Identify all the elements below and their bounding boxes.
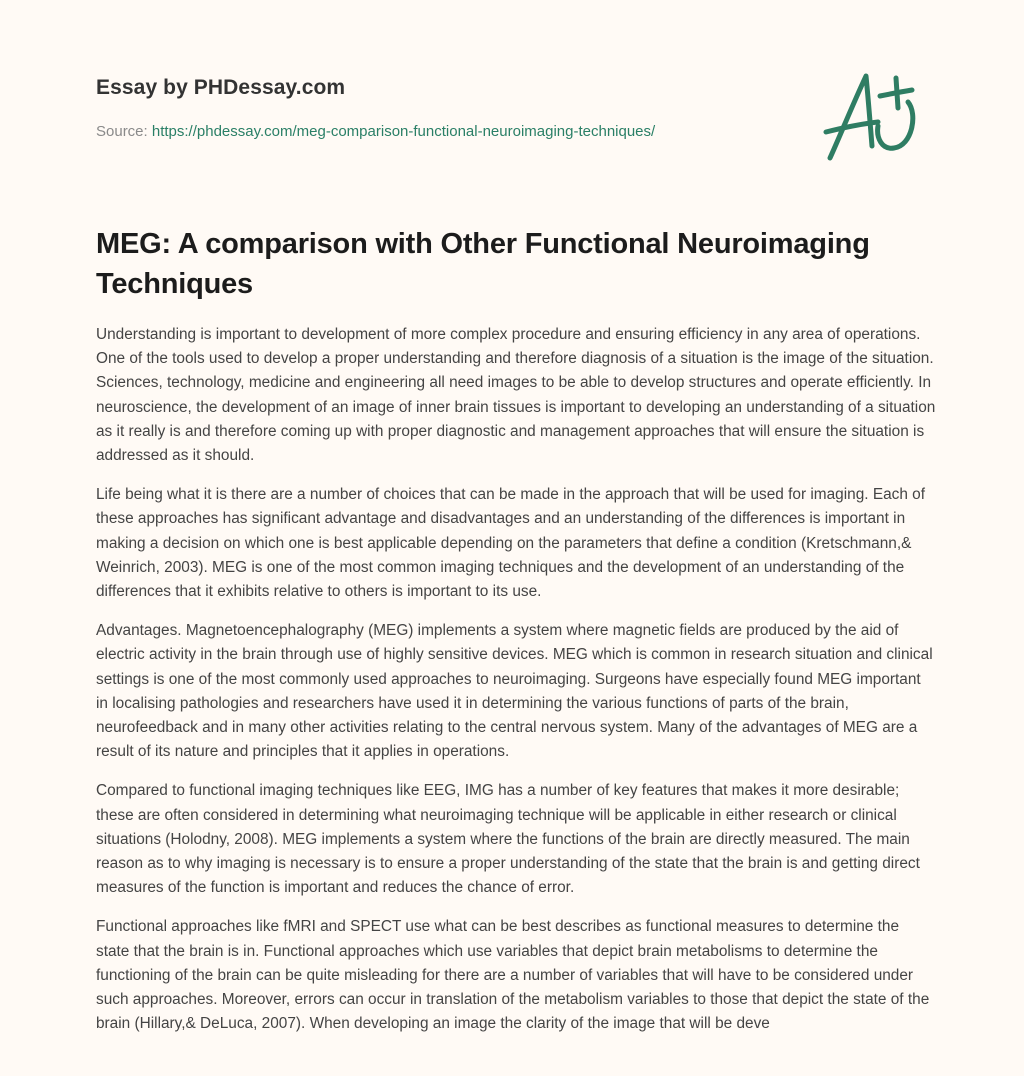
source-link[interactable]: https://phdessay.com/meg-comparison-functional-neuroimaging-techniques/: [151, 123, 656, 140]
source-line: [96, 123, 796, 140]
essay-title: MEG: A comparison with Other Functional Neuroimaging Techniques: [96, 228, 870, 300]
paragraph: Life being what it is there are a number of choices that can be made in the approach that will be used for imaging. Each of these approaches has significant advantage and disadvantages and an understanding of the differences is important in making a decision on which one is best applicable depending on the parameters that define a condition (Kretschmann,& Weinrich, 2003). MEG is one of the most common imaging techniques and the development of an understanding of the differences that it exhibits relative to others is important to its use.: [96, 486, 926, 601]
a-plus-grade-icon: [820, 66, 930, 166]
paragraph: Understanding is important to development of more complex procedure and ensuring efficiency in any area of operations. One of the tools used to develop a proper understanding and therefore diagnosis of a situation is the image of the situation. Sciences, technology, medicine and engineering all need images to be able to develop structures and operate efficiently. In neuroscience, the development of an image of inner brain tissues is important to developing an understanding of a situation as it really is and therefore coming up with proper diagnostic and management approaches that will ensure the situation is addressed as it should.: [96, 326, 936, 465]
source-label: Source:: [96, 123, 152, 140]
site-title: Essay by PHDessay.com: [96, 76, 346, 99]
essay-body: [96, 323, 936, 1051]
paragraph: Compared to functional imaging techniques like EEG, IMG has a number of key features that makes it more desirable; these are often considered in determining what neuroimaging technique will be applicable in either research or clinical situations (Holodny, 2008). MEG implements a system where the functions of the brain are directly measured. The main reason as to why imaging is necessary is to ensure a proper understanding of the state that the brain is and getting direct measures of the function is important and reduces the chance of error.: [96, 782, 920, 897]
paragraph: Advantages. Magnetoencephalography (MEG) implements a system where magnetic fields are produced by the aid of electric activity in the brain through use of highly sensitive devices. MEG which is common in research situation and clinical settings is one of the most commonly used approaches to neuroimaging. Surgeons have especially found MEG important in localising pathologies and researchers have used it in determining the various functions of parts of the brain, neurofeedback and in many other activities relating to the central nervous system. Many of the advantages of MEG are a result of its nature and principles that it applies in operations.: [96, 622, 933, 761]
paragraph: Functional approaches like fMRI and SPECT use what can be best describes as functional measures to determine the state that the brain is in. Functional approaches which use variables that depict brain metabolisms to determine the functioning of the brain can be quite misleading for there are a number of variables that will have to be considered under such approaches. Moreover, errors can occur in translation of the metabolism variables to those that depict the state of the brain (Hillary,& DeLuca, 2007). When developing an image the clarity of the image that will be deve: [96, 918, 930, 1033]
essay-header: [96, 76, 796, 140]
